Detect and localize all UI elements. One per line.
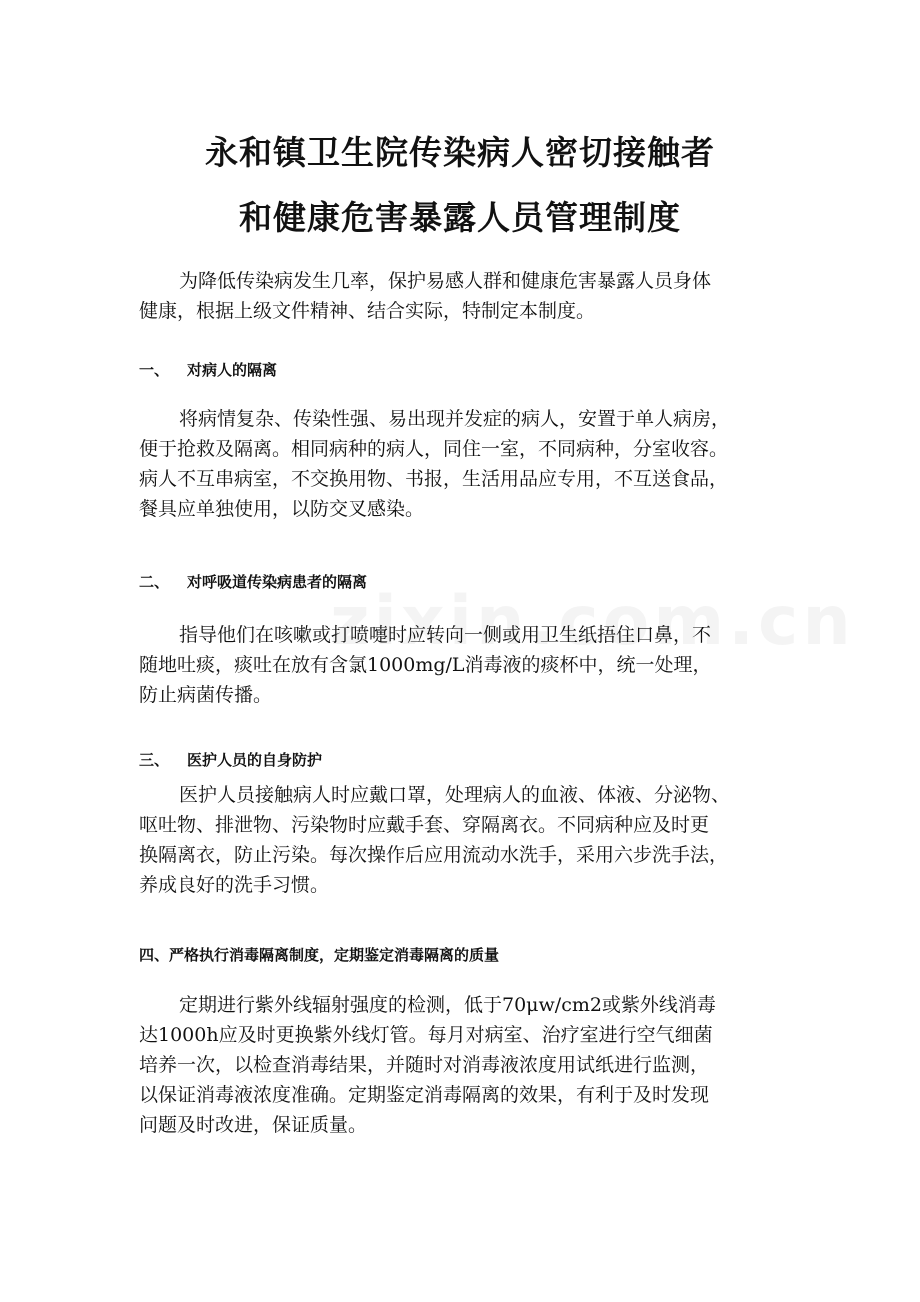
section-number: 一、 [139,361,170,379]
section-2-heading [139,572,367,592]
body-line: 指导他们在咳嗽或打喷嚏时应转向一侧或用卫生纸捂住口鼻，不 [179,624,712,646]
body-line: 养成良好的洗手习惯。 [139,874,330,896]
body-line: 呕吐物、排泄物、污染物时应戴手套、穿隔离衣。不同病种应及时更 [139,814,710,836]
document-title-line-2: 和健康危害暴露人员管理制度 [239,198,681,237]
section-1-heading [139,360,277,380]
intro-line: 为降低传染病发生几率，保护易感人群和健康危害暴露人员身体 [179,270,712,292]
body-line: 达1000h应及时更换紫外线灯管。每月对病室、治疗室进行空气细菌 [139,1024,713,1046]
body-line: 便于抢救及隔离。相同病种的病人，同住一室，不同病种，分室收容。 [139,438,729,460]
body-line: 病人不互串病室，不交换用物、书报，生活用品应专用，不互送食品， [139,468,729,490]
section-2-body [139,620,819,710]
section-heading-text: 医护人员的自身防护 [187,751,323,769]
section-1-body [139,404,819,524]
body-line: 医护人员接触病人时应戴口罩，处理病人的血液、体液、分泌物、 [179,784,731,806]
section-number: 二、 [139,573,170,591]
section-heading-text: 对呼吸道传染病患者的隔离 [187,573,368,591]
section-number: 三、 [139,751,170,769]
intro-line: 健康，根据上级文件精神、结合实际，特制定本制度。 [139,300,596,322]
body-line: 防止病菌传播。 [139,684,273,706]
section-4-heading [139,945,499,965]
body-line: 定期进行紫外线辐射强度的检测，低于70μw/cm2或紫外线消毒 [179,994,716,1016]
section-3-body [139,780,819,900]
section-4-body [139,990,819,1140]
body-line: 将病情复杂、传染性强、易出现并发症的病人，安置于单人病房， [179,408,731,430]
section-heading-text: 对病人的隔离 [187,361,278,379]
body-line: 餐具应单独使用，以防交叉感染。 [139,498,425,520]
body-line: 随地吐痰，痰吐在放有含氯1000mg/L消毒液的痰杯中，统一处理， [139,654,712,676]
intro-paragraph [139,266,819,326]
document-title-line-1: 永和镇卫生院传染病人密切接触者 [205,133,715,172]
body-line: 换隔离衣，防止污染。每次操作后应用流动水洗手，采用六步洗手法， [139,844,729,866]
section-3-heading [139,750,322,770]
body-line: 培养一次，以检查消毒结果，并随时对消毒液浓度用试纸进行监测， [139,1054,710,1076]
section-heading-text: 四、严格执行消毒隔离制度，定期鉴定消毒隔离的质量 [139,946,500,964]
body-line: 以保证消毒液浓度准确。定期鉴定消毒隔离的效果，有利于及时发现 [139,1084,710,1106]
body-line: 问题及时改进，保证质量。 [139,1114,368,1136]
